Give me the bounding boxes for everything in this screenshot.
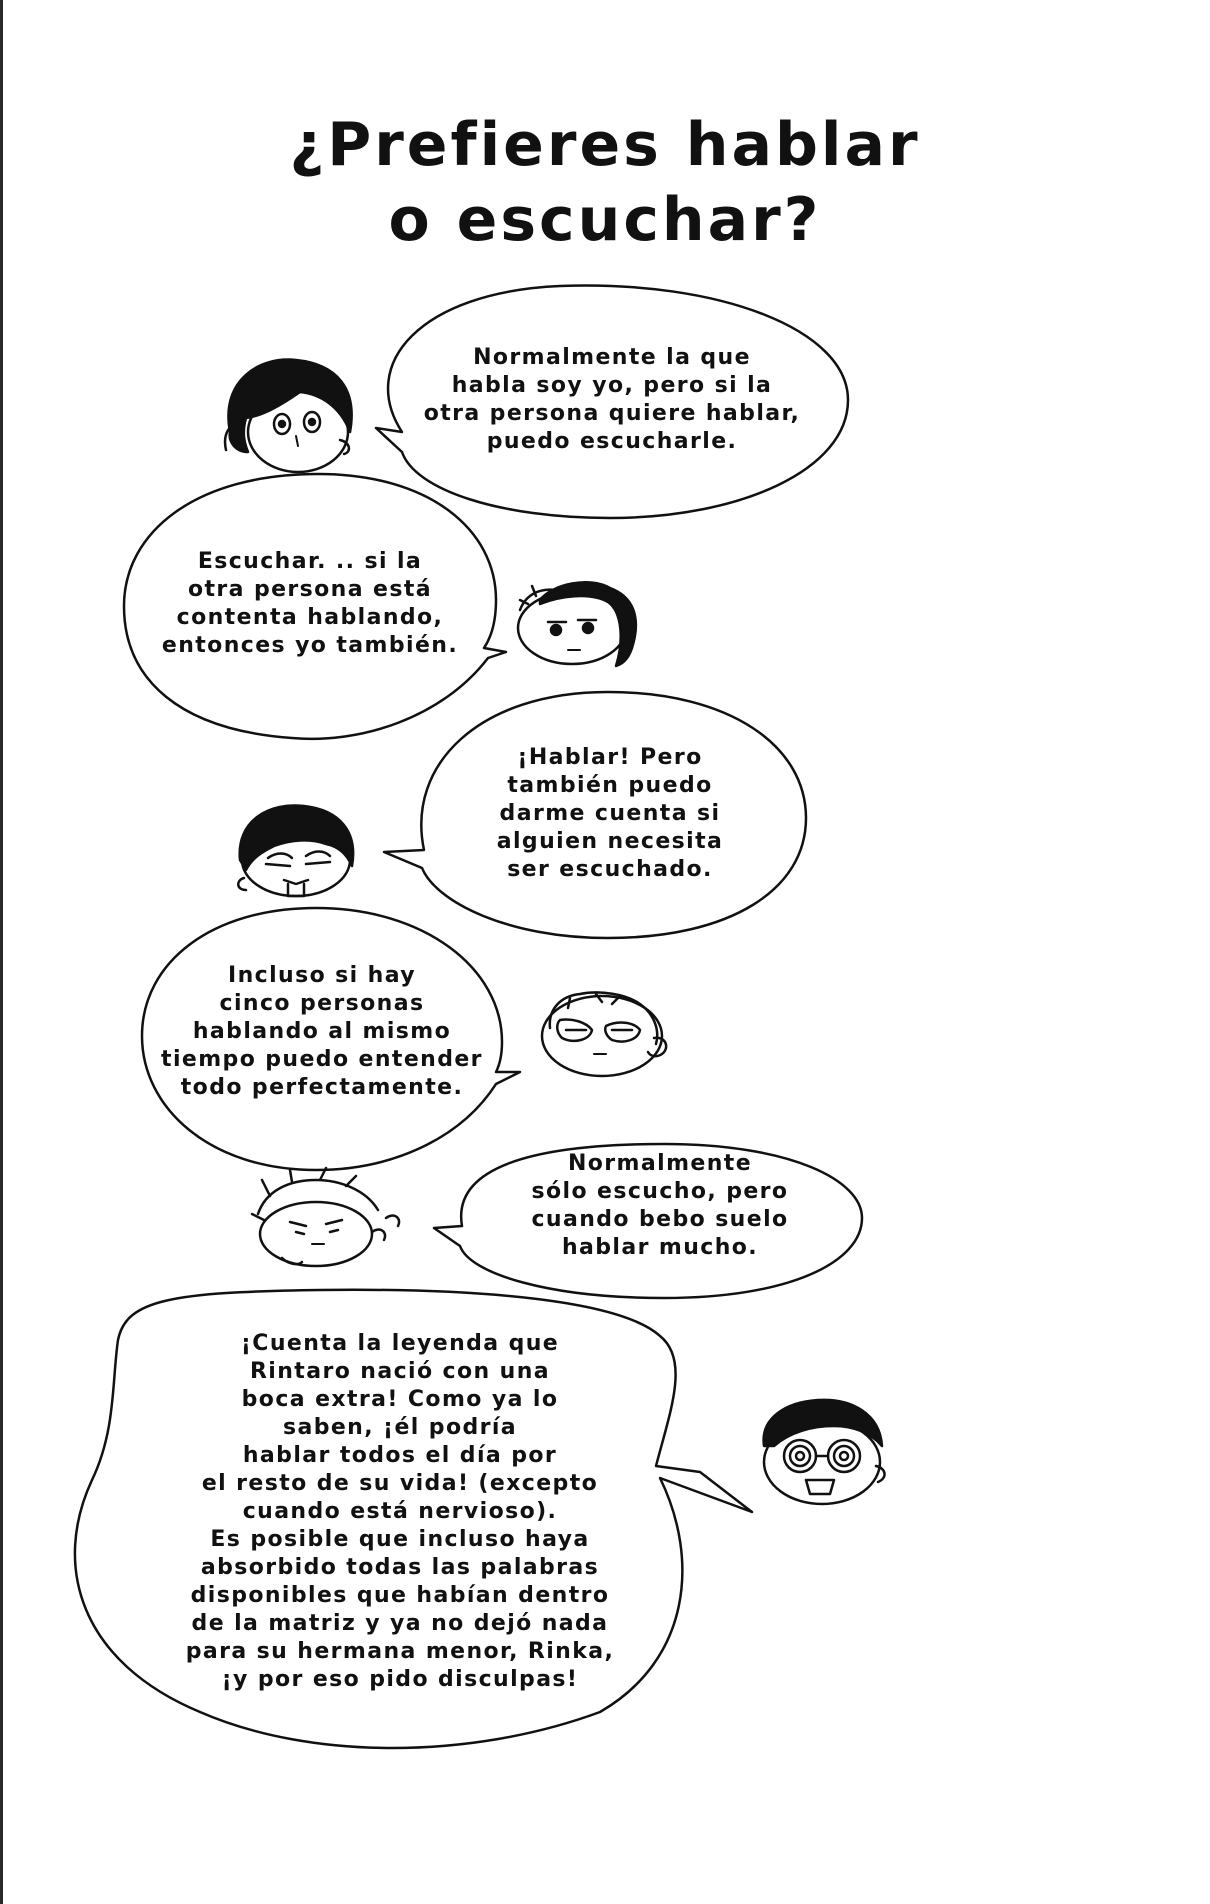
dizzy-glasses-face-icon	[764, 1400, 885, 1504]
page-title-line2: o escuchar?	[388, 185, 822, 255]
messy-hair-boy-face-icon	[252, 1168, 399, 1266]
speech-bubble-3-text: ¡Hablar! Pero también puedo darme cuenta si alguien necesita ser escuchado.	[496, 745, 724, 882]
page-title-line1: ¿Prefieres hablar	[289, 110, 921, 180]
speech-bubble-6-text: ¡Cuenta la leyenda que Rintaro nació con una boca extra! Como ya lo saben, ¡él podría hablar todos el día por el resto de su vida! (excepto cuando está nervioso). Es posible que incluso haya absorbido todas las palabras disponibles que habían dentro de la matriz y ya no dejó nada para su hermana menor, Rinka, ¡y por eso pido disculpas!	[185, 1331, 615, 1692]
speech-bubble-1-text: Normalmente la que habla soy yo, pero si la otra persona quiere hablar, puedo escucharle.	[423, 345, 801, 454]
tired-boy-face-icon	[518, 582, 636, 666]
speech-bubble-5-text: Normalmente sólo escucho, pero cuando bebo suelo hablar mucho.	[531, 1151, 789, 1260]
glasses-boy-face-icon	[542, 992, 666, 1076]
speech-bubble-4-text: Incluso si hay cinco personas hablando al mismo tiempo puedo entender todo perfectamente.	[161, 963, 483, 1100]
girl-face-icon	[225, 360, 352, 472]
laughing-boy-face-icon	[238, 805, 353, 896]
speech-bubble-2-text: Escuchar. .. si la otra persona está contenta hablando, entonces yo también.	[161, 549, 459, 658]
